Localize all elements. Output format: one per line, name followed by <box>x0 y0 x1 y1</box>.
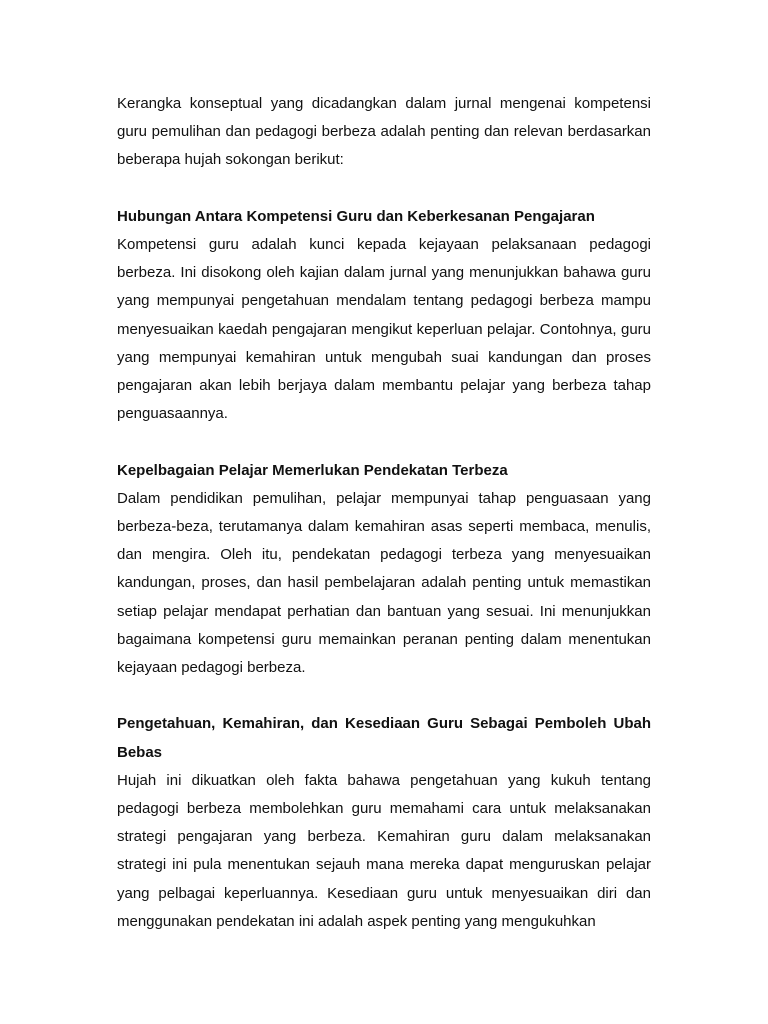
section-body-3: Hujah ini dikuatkan oleh fakta bahawa pengetahuan yang kukuh tentang pedagogi berbeza membolehkan guru memahami cara untuk melaksanakan strategi pengajaran yang berbeza. Kemahiran guru dalam melaksanakan strategi ini pula menentukan sejauh mana mereka dapat menguruskan pelajar yang pelbagai keperluannya. Kesediaan guru untuk menyesuaikan diri dan menggunakan pendekatan ini adalah aspek penting yang mengukuhkan <box>117 771 651 930</box>
section-heading-1: Hubungan Antara Kompetensi Guru dan Keberkesanan Pengajaran <box>117 207 595 225</box>
document-page <box>117 90 651 936</box>
paragraph-gap <box>117 682 651 710</box>
section-body-1: Kompetensi guru adalah kunci kepada kejayaan pelaksanaan pedagogi berbeza. Ini disokong oleh kajian dalam jurnal yang menunjukkan bahawa guru yang mempunyai pengetahuan mendalam tentang pedagogi berbeza mampu menyesuaikan kaedah pengajaran mengikut keperluan pelajar. Contohnya, guru yang mempunyai kemahiran untuk mengubah suai kandungan dan proses pengajaran akan lebih berjaya dalam membantu pelajar yang berbeza tahap penguasaannya. <box>117 236 651 423</box>
intro-paragraph: Kerangka konseptual yang dicadangkan dalam jurnal mengenai kompetensi guru pemulihan dan pedagogi berbeza adalah penting dan relevan berdasarkan beberapa hujah sokongan berikut: <box>117 95 651 169</box>
section-heading-3: Pengetahuan, Kemahiran, dan Kesediaan Guru Sebagai Pemboleh Ubah Bebas <box>117 715 651 761</box>
paragraph-gap <box>117 428 651 456</box>
section-heading-2: Kepelbagaian Pelajar Memerlukan Pendekatan Terbeza <box>117 461 508 479</box>
paragraph-gap <box>117 175 651 203</box>
section-body-2: Dalam pendidikan pemulihan, pelajar mempunyai tahap penguasaan yang berbeza-beza, terutamanya dalam kemahiran asas seperti membaca, menulis, dan mengira. Oleh itu, pendekatan pedagogi terbeza yang menyesuaikan kandungan, proses, dan hasil pembelajaran adalah penting untuk memastikan setiap pelajar mendapat perhatian dan bantuan yang sesuai. Ini menunjukkan bagaimana kompetensi guru memainkan peranan penting dalam menentukan kejayaan pedagogi berbeza. <box>117 489 651 677</box>
